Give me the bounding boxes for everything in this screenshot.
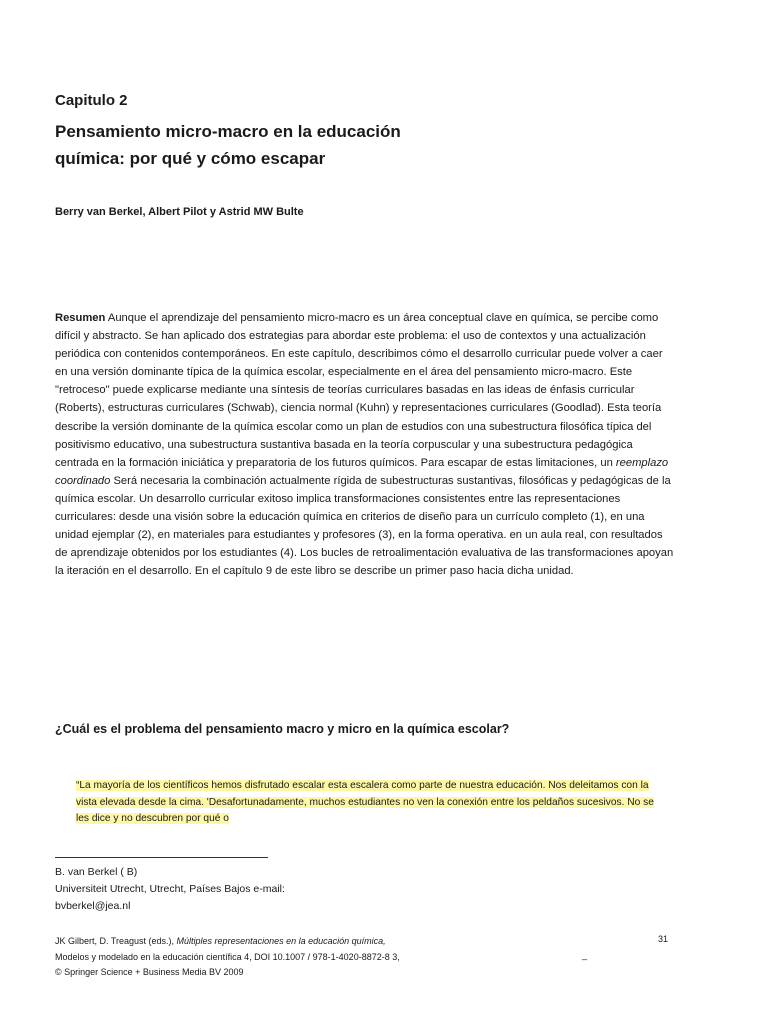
footer-editors: JK Gilbert, D. Treagust (eds.), (55, 936, 177, 946)
footer-book-title: Múltiples representaciones en la educación química, (176, 936, 386, 946)
citation-footer (55, 934, 400, 981)
highlighted-quote (76, 778, 656, 828)
footnote-divider (55, 857, 268, 858)
affiliation-institution: Universiteit Utrecht, Utrecht, Países Bajos e-mail: (55, 883, 285, 895)
chapter-title-line-1: Pensamiento micro-macro en la educación (55, 122, 401, 141)
quote-text: “La mayoría de los científicos hemos disfrutado escalar esta escalera como parte de nuestra educación. Nos deleitamos con la vista elevada desde la cima. 'Desafortunadamente, muchos estudiantes no ven la conexión entre los peldaños sucesivos. No se les dice y no descubren por qué o (76, 780, 654, 824)
affiliation-name: B. van Berkel ( B) (55, 866, 138, 878)
affiliation-email: bvberkel@jea.nl (55, 900, 131, 912)
footer-line-1 (55, 934, 400, 950)
page-number: 31 (658, 934, 669, 944)
authors: Berry van Berkel, Albert Pilot y Astrid MW Bulte (55, 206, 304, 218)
stray-mark: _ (582, 950, 588, 960)
abstract-emphasis: reemplazo coordinado (55, 456, 669, 487)
abstract-label: Resumen (55, 312, 106, 324)
chapter-title-line-2: química: por qué y cómo escapar (55, 149, 326, 168)
abstract-text-part-2: Será necesaria la combinación actualmente rígida de subestructuras sustantivas, filosóficas y pedagógicas de la química escolar. Un desarrollo curricular exitoso implica transformaciones consistentes entre las representaciones curriculares: desde una visión sobre la educación química en criterios de diseño para un currículo completo (1), en una unidad ejemplar (2), en materiales para estudiantes y profesores (3), en la forma operativa. en un aula real, con resultados de aprendizaje obtenidos por los estudiantes (4). Los bucles de retroalimentación evaluativa de las transformaciones apoyan la iteración en el desarrollo. En el capítulo 9 de este libro se describe un primer paso hacia dicha unidad. (55, 474, 674, 578)
footer-line-3: © Springer Science + Business Media BV 2009 (55, 967, 244, 977)
author-affiliation (55, 864, 285, 915)
section-heading: ¿Cuál es el problema del pensamiento macro y micro en la química escolar? (55, 722, 510, 736)
abstract-text-part-1: Aunque el aprendizaje del pensamiento micro-macro es un área conceptual clave en química, se percibe como difícil y abstracto. Se han aplicado dos estrategias para abordar este problema: el uso de contextos y una actualización periódica con contenidos contemporáneos. En este capítulo, describimos cómo el desarrollo curricular puede volver a caer en una versión dominante típica de la química escolar, especialmente en el área del pensamiento micro-macro. Este "retroceso" puede explicarse mediante una síntesis de teorías curriculares basadas en las ideas de énfasis curricular (Roberts), estructuras curriculares (Schwab), ciencia normal (Kuhn) y representaciones curriculares (Goodlad). Esta teoría describe la versión dominante de la química escolar como un plan de estudios con una subestructura filosófica típica del positivismo educativo, una subestructura sustantiva basada en la teoría corpuscular y una subestructura pedagógica centrada en la formación iniciática y preparatoria de los futuros químicos. Para escapar de estas limitaciones, un (55, 312, 663, 469)
chapter-title (55, 118, 655, 172)
chapter-label: Capitulo 2 (55, 92, 128, 109)
abstract (55, 309, 677, 580)
footer-line-2: Modelos y modelado en la educación científica 4, DOI 10.1007 / 978-1-4020-8872-8 3, (55, 951, 400, 962)
